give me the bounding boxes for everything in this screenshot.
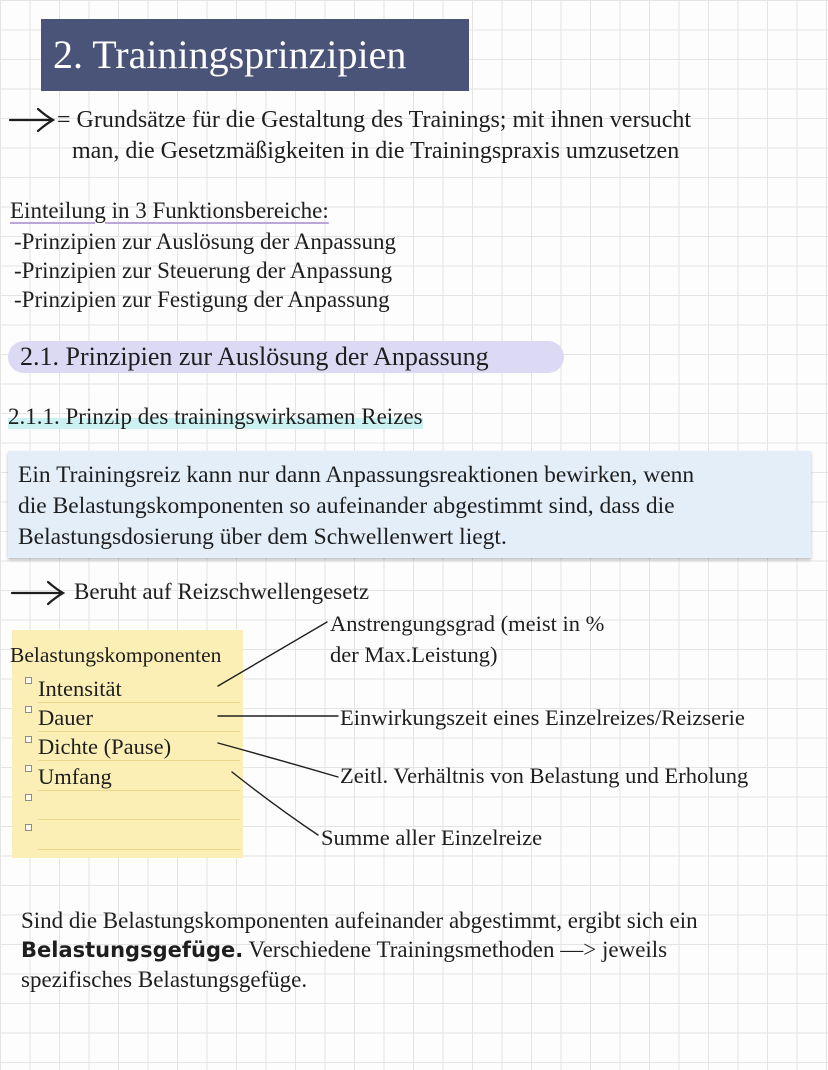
- definition-box-line: die Belastungskomponenten so aufeinander abgestimmt sind, dass die: [18, 493, 675, 519]
- einteilung-item: -Prinzipien zur Festigung der Anpassung: [14, 287, 390, 312]
- einteilung-item: -Prinzipien zur Auslösung der Anpassung: [14, 229, 397, 254]
- definition-box-line: Ein Trainingsreiz kann nur dann Anpassungsreaktionen bewirken, wenn: [18, 462, 695, 488]
- connector-intensitaet: [218, 622, 327, 686]
- conclusion-bold-term: Belastungsgefüge.: [21, 938, 244, 962]
- right-arrow-icon: [10, 109, 53, 131]
- belastung-item-dauer: Dauer: [38, 705, 93, 730]
- einteilung-item: -Prinzipien zur Steuerung der Anpassung: [14, 258, 393, 283]
- belastung-heading: Belastungskomponenten: [10, 643, 222, 667]
- section-2-1-heading: 2.1. Prinzipien zur Auslösung der Anpassung: [8, 341, 564, 373]
- explanation-umfang: Summe aller Einzelreize: [321, 825, 543, 850]
- right-arrow-icon: [12, 582, 63, 604]
- belastung-item-intensitaet: Intensität: [38, 676, 122, 701]
- connector-umfang: [232, 772, 318, 835]
- page-title: 2. Trainingsprinzipien: [41, 19, 469, 91]
- connector-dichte: [218, 743, 338, 777]
- beruht-text: Beruht auf Reizschwellengesetz: [74, 579, 370, 604]
- definition-line-2: man, die Gesetzmäßigkeiten in die Trainingspraxis umzusetzen: [72, 138, 680, 164]
- definition-box-line: Belastungsdosierung über dem Schwellenwert liegt.: [18, 524, 507, 550]
- definition-line-1: = Grundsätze für die Gestaltung des Trainings; mit ihnen versucht: [57, 107, 692, 133]
- conclusion-line-1: Sind die Belastungskomponenten aufeinander abgestimmt, ergibt sich ein: [21, 908, 698, 933]
- explanation-dichte: Zeitl. Verhältnis von Belastung und Erholung: [340, 763, 749, 788]
- conclusion-line-2-rest: Verschiedene Trainingsmethoden —> jeweils: [243, 937, 668, 962]
- einteilung-heading: Einteilung in 3 Funktionsbereiche:: [10, 198, 329, 223]
- explanation-intensitaet-cont: der Max.Leistung): [330, 642, 498, 667]
- section-2-1-1-heading: 2.1.1. Prinzip des trainingswirksamen Reizes: [8, 404, 423, 429]
- belastung-item-dichte: Dichte (Pause): [38, 734, 172, 759]
- conclusion-line-3: spezifisches Belastungsgefüge.: [21, 967, 308, 992]
- belastung-item-umfang: Umfang: [38, 764, 112, 789]
- explanation-intensitaet: Anstrengungsgrad (meist in %: [330, 611, 605, 636]
- explanation-dauer: Einwirkungszeit eines Einzelreizes/Reizserie: [340, 705, 745, 730]
